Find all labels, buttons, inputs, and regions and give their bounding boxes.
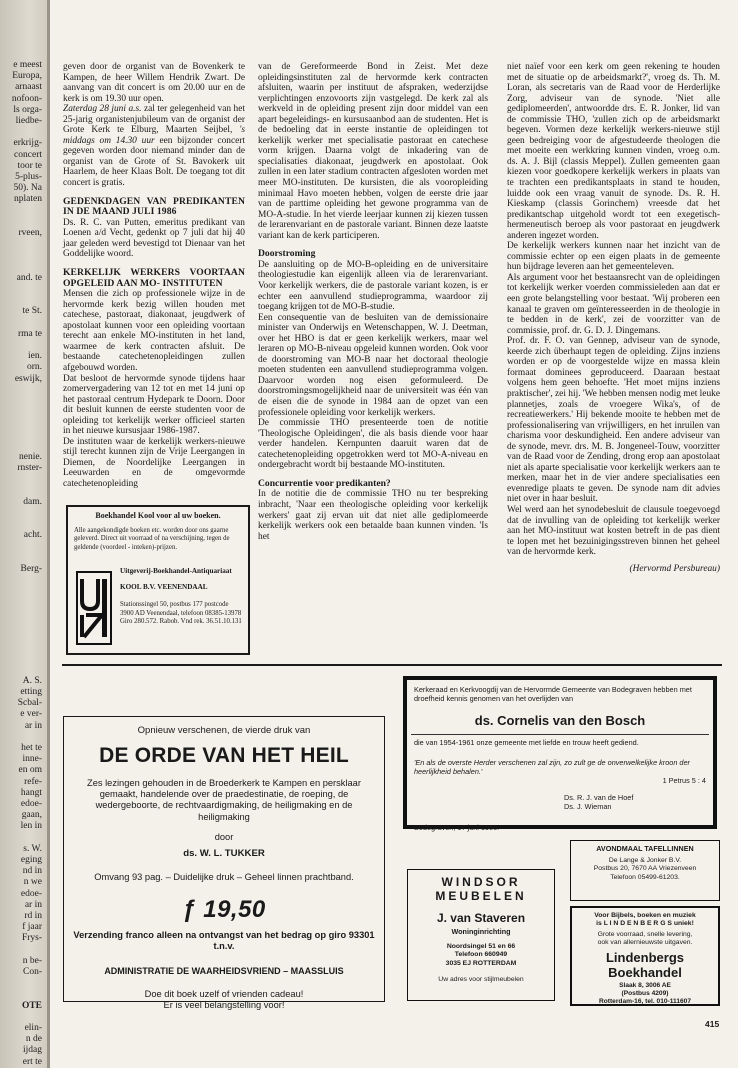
gutter-fragment xyxy=(0,631,42,642)
orde-intro: Opnieuw verschenen, de vierde druk van xyxy=(137,725,311,736)
gutter-fragment: n de xyxy=(25,1034,42,1045)
gutter-fragment: te St. xyxy=(22,306,42,317)
memorial-signer-1: Ds. R. J. van de Hoef xyxy=(564,793,634,802)
gutter-fragment xyxy=(0,945,42,956)
gutter-fragment: Con- xyxy=(23,966,42,977)
gutter-fragment xyxy=(0,407,42,418)
kool-address-1: Stationssingel 50, postbus 177 postcode xyxy=(120,601,229,609)
gutter-fragment: Europa, xyxy=(12,71,42,82)
opleiding-paragraph: van de Gereformeerde Bond in Zeist. Met deze opleidingsinstituten zal de hervormde kerk contracten afsluiten, waarin per instituut de afspraken, wederzijdse verplichtingen enzovoorts zijn vastgelegd. De kerk zal als werkveld in de opleiding present zijn door middel van een apart begeleidings- en kursusaanbod aan de studenten. Het is de bedoeling dat in eerste instantie de opleidingen tot kerkelijk werker met specialisatie pastoraat en catechese vorm krijgen. Daarna volgt de inkadering van de specialisaties diakonaat, jeugdwerk en apostolaat. Ook zullen in een later stadium contracten afgesloten worden met meer MO-instituten. De kursisten, die als vooropleiding minimaal Havo moeten hebben, volgen de eerste drie jaar van de parttime opleiding het gewone programma van de MO-A-studie. In het vierde leerjaar kunnen zij kiezen tussen de lerarenvariant en de pastorale variant. Binnen deze laatste variant kan de kerk participeren. xyxy=(258,62,488,241)
orde-price: ƒ 19,50 xyxy=(182,895,266,923)
gutter-fragment xyxy=(0,318,42,329)
page-number: 415 xyxy=(705,1019,720,1029)
doorstroming-paragraph-1: De aansluiting op de MO-B-opleiding en de universitaire theologiestudie kan eigenlijk alleen via de lerarenvariant. Voor kerkelijk werkers, die de pastorale variant kozen, is er echter een aanvullend studieprogramma, waardoor zij toegang krijgen tot de MO-B-studie. xyxy=(258,259,488,313)
gutter-fragment: n we xyxy=(23,877,42,888)
orde-van-het-heil-ad xyxy=(63,716,385,1010)
gutter-fragment: het te xyxy=(21,742,42,753)
gutter-fragment: elin- xyxy=(24,1022,42,1033)
gutter-fragment xyxy=(0,295,42,306)
lindenbergs-name-1: Lindenbergs xyxy=(605,950,684,965)
memorial-header: Kerkeraad en Kerkvoogdij van de Hervormde Gemeente van Bodegraven hebben met droefheid kennis genomen van het overlijden van xyxy=(414,685,692,703)
gutter-fragment: A. S. xyxy=(22,675,42,686)
gutter-fragment: nd in xyxy=(22,866,42,877)
previous-page-edge-text xyxy=(0,60,42,1068)
lindenbergs-name-2: Boekhandel xyxy=(608,964,682,980)
memorial-ad xyxy=(403,676,717,832)
windsor-ad xyxy=(407,869,555,1001)
gutter-fragment: 5-plus- xyxy=(15,172,42,183)
gutter-fragment: s. W. xyxy=(23,843,42,854)
gutter-fragment xyxy=(0,978,42,989)
gutter-fragment xyxy=(0,396,42,407)
memorial-signer-2: Ds. J. Wieman xyxy=(564,802,612,811)
belangstelling-paragraph: Als argument voor het bestaansrecht van de opleidingen tot kerkelijk werker voerden commissieleden aan dat er een grote belangstelling voor bestaat. 'Wij proberen een kanaal te graven om geïnteresseerden in de theologie in te bedden in de kerk', zei de voorzitter van de commissie, prof. dr. G. D. J. Dingemans. xyxy=(507,272,720,336)
gutter-fragment: liedbe- xyxy=(15,116,42,127)
lindenbergs-address-3: Rotterdam-16, tel. 010-111607 xyxy=(599,998,691,1005)
doorstroming-heading: Doorstroming xyxy=(258,248,316,260)
doorstroming-paragraph-3: De commissie THO presenteerde toen de notitie 'Theologische Opleidingen', die als basis diende voor haar verder handelen. Kernpunten daaruit waren dat de catechetenopleiding opgetrokken werd tot MO-A-niveau en ondergebracht wordt bij bestaande MO-instituten. xyxy=(258,418,488,471)
concurrentie-paragraph: In de notitie die de commissie THO nu ter bespreking inbracht, 'Naar een theologische opleiding voor kerkelijk werkers' gaat zij ervan uit dat niet alle gediplomeerde kerkelijk werkers ook een betaalde baan kunnen vinden. 'Is het xyxy=(258,489,488,542)
gemeente-paragraph: De kerkelijk werkers kunnen naar het inzicht van de commissie echter op een eigen plaats in de gemeente hun bijdrage leveren aan het gemeenteleven. xyxy=(507,241,720,273)
gutter-fragment xyxy=(0,833,42,844)
lindenbergs-address-1: Slaak 8, 3006 AE xyxy=(619,982,671,989)
van-gennep-paragraph: Prof. dr. F. O. van Gennep, adviseur van de synode, keerde zich überhaupt tegen de opleiding. Zijns inziens worden er op de voorgestelde wijze en massa klein formaat dominees geproduceerd. Daaraan bestaat volgens hem geen behoefte. 'Het moet mijns inziens praktischer', zei hij. 'We hebben mensen nodig met leuke plannetjes, zoals de vroegere Wika's, of de recreatiewerkers.' Hij bekende mooite te hebben met de professionalisering van vrijwilligers, en het inruilen van charisma voor deskundigheid. Een andere adviseur van de synode, mevr. drs. M. B. Jongeneel-Touw, voorzitter van de Raad voor de Zending, drong erop aan apostolaat niet als aparte specialisatie voor kerkelijk werkers aan te merken, maar het in de vier andere specialisaties een evenredige plaats te geven. De synode nam dit advies niet over in haar besluit. xyxy=(507,336,720,505)
gedenkdagen-paragraph: Ds. R. C. van Putten, emeritus predikant van Loenen a/d Vecht, gedenkt op 7 juli dat hij 40 jaar geleden werd bevestigd tot Dienaar van het Goddelijke woord. xyxy=(63,217,245,260)
gutter-fragment: ar in xyxy=(24,899,42,910)
gutter-fragment xyxy=(0,385,42,396)
gutter-fragment xyxy=(0,519,42,530)
gutter-fragment xyxy=(0,127,42,138)
gutter-fragment: etting xyxy=(20,686,42,697)
orde-author: ds. W. L. TUKKER xyxy=(183,847,265,859)
gutter-fragment: e ver- xyxy=(20,709,42,720)
lindenbergs-intro-1: Voor Bijbels, boeken en muziek xyxy=(594,912,696,919)
windsor-address xyxy=(412,943,550,968)
kool-ad-text: Alle aangekondigde boeken etc. worden door ons gaarne geleverd. Direct uit voorraad of na verschijning, tegen de geldende (voordeel - inteken)-prijzen. xyxy=(74,527,230,551)
gutter-fragment: eging xyxy=(20,854,42,865)
lindenbergs-sub-2: ook van allernieuwste uitgaven. xyxy=(597,939,693,946)
windsor-tagline: Uw adres voor stijlmeubelen xyxy=(438,976,524,984)
gutter-fragment: dam. xyxy=(23,496,42,507)
concert-intro-paragraph: geven door de organist van de Bovenkerk te Kampen, de heer Willem Hendrik Zwart. De aanvang van dit concert is om 20.00 uur en de kerk is om 19.30 uur open. xyxy=(63,62,245,104)
gutter-fragment: en om xyxy=(18,765,42,776)
gutter-fragment: toor te xyxy=(17,160,42,171)
article-column-1 xyxy=(63,62,245,490)
kool-company: KOOL B.V. VEENENDAAL xyxy=(120,583,208,592)
gutter-fragment xyxy=(0,485,42,496)
windsor-address-3: 3035 EJ ROTTERDAM xyxy=(445,959,517,967)
gutter-fragment: n be- xyxy=(22,955,42,966)
binding-line xyxy=(47,0,50,1068)
gutter-fragment: nofoon- xyxy=(11,93,42,104)
gutter-fragment xyxy=(0,541,42,552)
concert-text: zal ter gelegenheid van het 25-jarig organistenjubileum van de organist der Grote Kerk te Elburg, Maarten Seijbel, xyxy=(63,104,245,136)
gutter-fragment xyxy=(0,1012,42,1023)
memorial-date: Bodegraven, 17 juni 1986. xyxy=(414,823,500,832)
gutter-fragment xyxy=(0,262,42,273)
gutter-fragment xyxy=(0,474,42,485)
gutter-fragment xyxy=(0,508,42,519)
gutter-fragment: gaan, xyxy=(21,810,42,821)
orde-gift-line-2: Er is veel belangstelling voor! xyxy=(163,999,285,1010)
arbeidsmarkt-paragraph: niet naïef voor een kerk om geen rekening te houden met de situatie op de arbeidsmarkt?', vroeg ds. Th. M. Loran, als secretaris van de Raad voor de Herderlijke Zorg, adviseur van de synode. 'Niet alle gediplomeerden', antwoordde drs. E. R. Jonker, lid van de commissie THO, 'zullen zich op de arbeidsmarkt begeven. Vormen deze kerkelijk werkers-nieuwe stijl geen bedreiging voor de afgestudeerde theologen die met moeite een werkkring kunnen vinden, vroeg o.m. ds. A. J. Bijl (classis Meppel). Zullen gemeenten gaan kiezen voor goedkopere kerkelijk werkers in plaats van te trachten een predikantsplaats in stand te houden, luidde ook een vraag vanuit de synode. Ds. R. H. Kieskamp (classis Gorinchem) vreesde dat het predikantschap uitgehold wordt tot een exegetisch-hermeneutisch beroep als voor pastoraat en jeugdwerk anderen ingezet worden. xyxy=(507,62,720,241)
concert-text-end: een bijzonder concert gegeven worden door niemand minder dan de organist van de Grote of St. Bavokerk uit Haarlem, de heer Klaas Bolt. De toegang tot dit concert is gratis. xyxy=(63,135,245,189)
gutter-fragment: inne- xyxy=(22,754,42,765)
article-signature: (Hervormd Persbureau) xyxy=(629,563,720,574)
kool-logo-icon xyxy=(76,571,112,645)
windsor-subtitle: Woninginrichting xyxy=(451,927,511,936)
gutter-fragment xyxy=(0,575,42,586)
windsor-title-1: WINDSOR xyxy=(441,875,521,889)
tafel-title: AVONDMAAL TAFELLINNEN xyxy=(596,844,694,853)
lindenbergs-intro-2: is L I N D E N B E R G S uniek! xyxy=(596,920,694,927)
lindenbergs-ad xyxy=(570,906,720,1006)
kool-publisher: Uitgeverij-Boekhandel-Antiquariaat xyxy=(120,567,232,575)
gutter-fragment xyxy=(0,429,42,440)
section-divider xyxy=(62,664,722,666)
gutter-fragment xyxy=(0,732,42,743)
gutter-fragment: edoe- xyxy=(20,798,42,809)
tafel-line-1: De Lange & Jonker B.V. xyxy=(608,857,682,865)
gutter-fragment xyxy=(0,586,42,597)
gutter-fragment: rnster- xyxy=(17,463,42,474)
gutter-fragment xyxy=(0,206,42,217)
gutter-fragment xyxy=(0,653,42,664)
doorstroming-paragraph-2: Een consequentie van de besluiten van de demissionaire minister van Onderwijs en Wetenschappen, W. J. Deetman, over het HBO is dat er geen kerkelijk werkers, maar wel leraren op MO-B-niveau opgeleid kunnen worden. Ook voor de doorstroming van MO-B naar het doctoraal theologie moeten studenten een aanvullend studieprogramma volgen. Daarvoor worden nog eisen geformuleerd. De doorstromingsmogelijkheid naar de universiteit was één van de eisen die de synode in 1984 aan de opzet van een professionele opleiding voor kerkelijk werkers. xyxy=(258,312,488,418)
gutter-fragment: nplaten xyxy=(14,194,42,205)
windsor-title-2: MEUBELEN xyxy=(435,888,527,903)
gutter-fragment xyxy=(0,620,42,631)
windsor-address-2: Telefoon 660949 xyxy=(454,951,508,959)
gutter-fragment: ijdag xyxy=(23,1045,42,1056)
gutter-fragment: Berg- xyxy=(20,563,42,574)
kool-bookshop-ad xyxy=(66,505,250,655)
gutter-fragment: rd in xyxy=(24,910,42,921)
gutter-fragment: eswijk, xyxy=(14,373,42,384)
gutter-fragment: Scbal- xyxy=(17,698,42,709)
orde-administration: ADMINISTRATIE DE WAARHEIDSVRIEND – MAASSLUIS xyxy=(104,965,344,976)
gutter-fragment xyxy=(0,989,42,1000)
kerkelijk-paragraph-1: Mensen die zich op professionele wijze in de hervormde kerk bezig willen houden met catechese, pastoraat, diakonaat, jeugdwerk of apostolaat kunnen voor een opleiding voortaan terecht aan enkele MO-instituten in het land, waarmee de kerk contracten afsluit. De bestaande catechetenopleidingen zullen afgebouwd worden. xyxy=(63,289,245,373)
gutter-fragment xyxy=(0,597,42,608)
kerkelijk-werkers-heading: KERKELIJK WERKERS VOORTAAN OPGELEID AAN MO- INSTITUTEN xyxy=(63,266,245,289)
gutter-fragment: arnaast xyxy=(15,82,42,93)
tafel-line-2: Postbus 20, 7670 AA Vriezenveen xyxy=(593,865,697,873)
gutter-fragment: ien. xyxy=(28,351,42,362)
kerkelijk-paragraph-2: Dat besloot de hervormde synode tijdens haar zomervergadering van 12 tot en met 14 juni op het pastoraal centrum Hydepark te Doorn. Door dit besluit kunnen de eerste studenten voor de opleiding tot kerkelijk werker officieel starten in het nieuwe kursusjaar 1986-1987. xyxy=(63,373,245,437)
gutter-fragment: ar in xyxy=(24,720,42,731)
gutter-fragment: rveen, xyxy=(18,228,42,238)
gutter-fragment xyxy=(0,441,42,452)
gutter-fragment xyxy=(0,250,42,261)
gutter-fragment: hangt xyxy=(20,787,42,798)
kool-address-2: 3900 AD Veenendaal, telefoon 08385-13978 xyxy=(120,609,242,617)
kerkelijk-paragraph-3: De instituten waar de kerkelijk werkers-nieuwe stijl terecht kunnen zijn de Vrije Leergangen in Diemen, de Noordelijke Leergangen in Leeuwarden en de omgevormde catechetenopleiding xyxy=(63,436,245,489)
article-column-3 xyxy=(507,62,720,574)
gutter-fragment: Frys- xyxy=(21,933,42,944)
memorial-quote: 'En als de overste Herder verschenen zal zijn, zo zult ge de onverwelkelijke kroon der heerlijkheid behalen.' xyxy=(414,758,690,776)
gutter-fragment: acht. xyxy=(23,530,42,541)
gutter-fragment: concert xyxy=(14,149,42,160)
memorial-service: die van 1954-1961 onze gemeente met liefde en trouw heeft gediend. xyxy=(414,738,639,747)
gutter-fragment: orn. xyxy=(26,362,42,373)
gutter-fragment xyxy=(0,217,42,228)
gutter-fragment: refe- xyxy=(24,776,42,787)
gutter-fragment: erkrijg- xyxy=(13,138,42,149)
orde-payment: Verzending franco alleen na ontvangst van het bedrag op giro 93301 t.n.v. xyxy=(73,929,375,951)
lindenbergs-sub-1: Grote voorraad, snelle levering, xyxy=(597,931,693,938)
orde-description: Zes lezingen gehouden in de Broederkerk te Kampen en persklaar gemaakt, handelende over de praedestinatie, de roeping, de wedergeboorte, de rechtvaardigmaking, de heiligmaking en de heiligmaking xyxy=(87,778,361,822)
concurrentie-heading: Concurrentie voor predikanten? xyxy=(258,477,391,489)
orde-gift-line-1: Doe dit boek uzelf of vrienden cadeau! xyxy=(144,988,304,999)
article-column-2 xyxy=(258,62,488,542)
gutter-fragment xyxy=(0,609,42,620)
gutter-fragment: nenie. xyxy=(19,451,42,462)
gutter-fragment: edoe- xyxy=(20,888,42,899)
orde-specs: Omvang 93 pag. – Duidelijke druk – Geheel linnen prachtband. xyxy=(94,871,354,882)
gedenkdagen-heading: GEDENKDAGEN VAN PREDIKANTEN IN DE MAAND JULI 1986 xyxy=(63,195,245,218)
memorial-name: ds. Cornelis van den Bosch xyxy=(474,713,646,728)
gutter-fragment: rma te xyxy=(17,328,42,339)
orde-door: door xyxy=(214,831,234,842)
gutter-fragment xyxy=(0,642,42,653)
gutter-fragment: ert te xyxy=(22,1056,42,1067)
gutter-fragment: OTE xyxy=(21,1000,42,1011)
time-italic: 's middags om 14.30 uur xyxy=(63,125,245,146)
gutter-fragment xyxy=(0,665,42,676)
tafel-line-3: Telefoon 05499-61203. xyxy=(610,873,680,881)
date-italic: Zaterdag 28 juni a.s. xyxy=(63,104,142,115)
gutter-fragment: ls orga- xyxy=(13,104,42,115)
tafellinnen-ad xyxy=(570,840,720,901)
kool-ad-title: Boekhandel Kool voor al uw boeken. xyxy=(95,511,221,520)
concert-elburg-paragraph xyxy=(63,104,245,188)
windsor-name: J. van Staveren xyxy=(436,911,526,925)
memorial-bible-ref: 1 Petrus 5 : 4 xyxy=(662,776,706,785)
gutter-fragment: 50). Na xyxy=(13,183,42,194)
memorial-rule xyxy=(411,734,709,735)
windsor-address-1: Noordsingel 51 en 66 xyxy=(446,943,516,950)
gutter-fragment: and. te xyxy=(16,272,42,283)
orde-gift xyxy=(72,989,376,1011)
gutter-fragment xyxy=(0,284,42,295)
gutter-fragment: f jaar xyxy=(22,922,42,933)
kool-address-3: Giro 280.572. Rabob. Vnd rek. 36.51.10.131 xyxy=(120,617,242,625)
synodebesluit-paragraph: Wel werd aan het synodebesluit de clausule toegevoegd dat de invulling van de opleiding tot kerkelijk werker aan het MO-instituut wat kosten betreft in de pas dient te lopen met het bezuinigingsstreven binnen het geheel van de hervormde kerk. xyxy=(507,504,720,558)
gutter-fragment: len in xyxy=(20,821,42,832)
gutter-fragment xyxy=(0,418,42,429)
kool-ad-details xyxy=(120,567,248,626)
gutter-fragment: e meest xyxy=(13,60,42,70)
gutter-fragment xyxy=(0,340,42,351)
orde-title: DE ORDE VAN HET HEIL xyxy=(99,744,349,767)
lindenbergs-address-2: (Postbus 4209) xyxy=(621,990,669,997)
gutter-fragment xyxy=(0,553,42,564)
gutter-fragment xyxy=(0,239,42,250)
